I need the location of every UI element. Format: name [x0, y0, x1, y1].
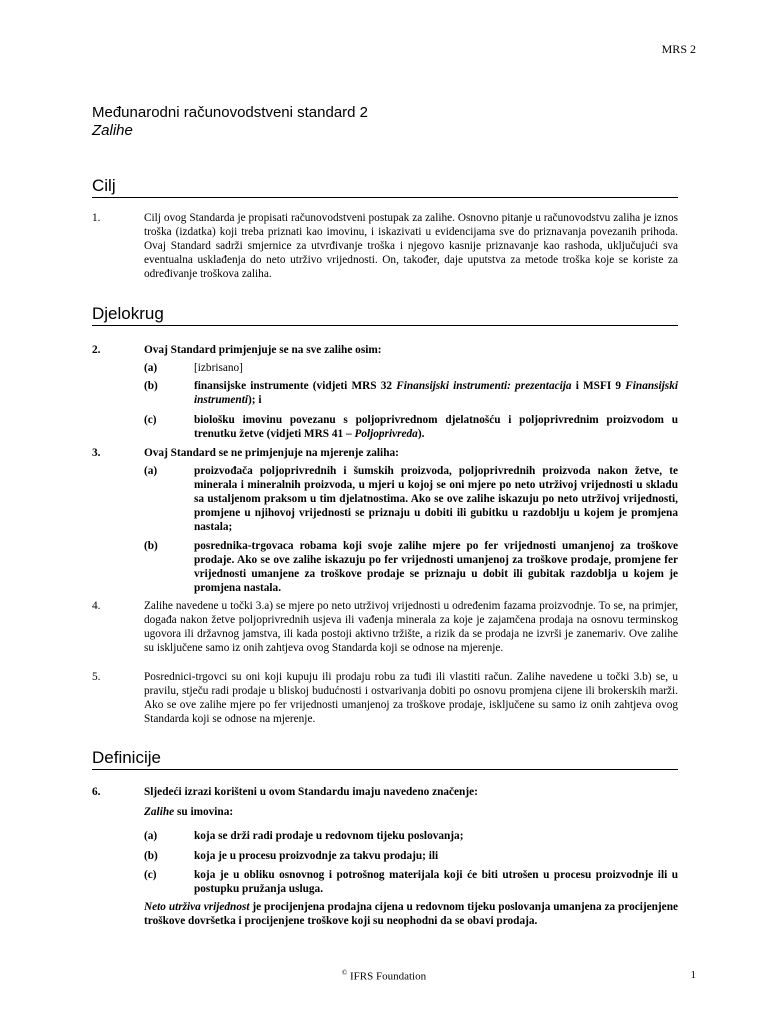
item-label: (a) — [144, 465, 158, 477]
list-item-2c — [144, 414, 678, 442]
section-heading-definicije: Definicije — [92, 748, 678, 770]
page-header-code: MRS 2 — [661, 42, 696, 56]
item-label: (a) — [144, 830, 158, 842]
paragraph-number: 5. — [92, 671, 101, 683]
item-label: (b) — [144, 540, 158, 552]
item-label: (b) — [144, 380, 158, 392]
paragraph-number: 3. — [92, 447, 101, 459]
definition-zalihe — [144, 806, 678, 820]
list-item-6b — [144, 850, 678, 864]
list-item-3b — [144, 540, 678, 596]
item-text: finansijske instrumente (vidjeti MRS 32 Finansijski instrumenti: prezentacija i MSFI 9 Finansijski instrumenti); i — [194, 380, 678, 406]
section-heading-djelokrug: Djelokrug — [92, 304, 678, 326]
paragraph-text: Posrednici-trgovci su oni koji kupuju ili prodaju robu za tuđi ili vlastiti račun. Zalihe navedene u točki 3.b) se, u pravilu, stječu radi prodaje u bliskoj budućnosti i ostvarivanja dobiti po osnovu promjena cijene ili brokerskih marži. Ako se ove zalihe mjere po fer vrijednosti umanjenoj za troškove prodaje, isključene su samo iz onih zahtjeva ovog Standarda koji se odnose na mjerenje. — [144, 671, 678, 725]
item-label: (b) — [144, 850, 158, 862]
paragraph-2 — [92, 344, 678, 358]
paragraph-4 — [92, 600, 678, 656]
title-main: Međunarodni računovodstveni standard 2 — [92, 104, 369, 121]
definition-neto-utrziva — [144, 901, 678, 929]
paragraph-3 — [92, 447, 678, 461]
paragraph-text: Sljedeći izrazi korišteni u ovom Standardu imaju navedeno značenje: — [144, 786, 478, 798]
page-number: 1 — [690, 969, 696, 981]
item-label: (c) — [144, 414, 157, 426]
item-label: (a) — [144, 362, 158, 374]
item-text: biološku imovinu povezanu s poljoprivrednom djelatnošću i poljoprivrednim proizvodom u trenutku žetve (vidjeti MRS 41 – Poljoprivreda). — [194, 414, 678, 440]
paragraph-text: Cilj ovog Standarda je propisati računovodstveni postupak za zalihe. Osnovno pitanje u računovodstvu zaliha je iznos troška (izdatka) koji treba priznati kao imovinu, i iskazivati u evidencijama sve do priznavanja povezanih prihoda. Ovaj Standard sadrži smjernice za utvrđivanje troška i njegovo kasnije priznavanje kao rashoda, uključujući sva eventualna usklađenja do neto utrživo vrijednosti. On, također, daje uputstva za metode troška koje se koriste za određivanje troškova zaliha. — [144, 212, 678, 280]
footer-copyright: © IFRS Foundation — [341, 969, 427, 983]
item-text: koja je u obliku osnovnog i potrošnog materijala koji će biti utrošen u procesu proizvodnje ili u postupku pružanja usluga. — [194, 869, 678, 895]
item-label: (c) — [144, 869, 157, 881]
item-text: koja se drži radi prodaje u redovnom tijeku poslovanja; — [194, 830, 464, 842]
document-title — [92, 104, 368, 140]
paragraph-5 — [92, 671, 678, 727]
definition-text: Neto utrživa vrijednost je procijenjena prodajna cijena u redovnom tijeku poslovanja umanjena za procijenjene troškove dovršetka i procijenjene troškove koji su neophodni da se obavi prodaja. — [144, 901, 678, 927]
paragraph-number: 4. — [92, 600, 101, 612]
list-item-2a — [144, 362, 678, 376]
paragraph-number: 1. — [92, 212, 101, 224]
paragraph-6 — [92, 786, 678, 800]
paragraph-1 — [92, 212, 678, 282]
title-sub: Zalihe — [92, 122, 133, 139]
section-heading-cilj: Cilj — [92, 176, 678, 198]
paragraph-text: Ovaj Standard primjenjuje se na sve zalihe osim: — [144, 344, 382, 356]
item-text: [izbrisano] — [194, 362, 243, 374]
item-text: koja je u procesu proizvodnje za takvu prodaju; ili — [194, 850, 439, 862]
list-item-6a — [144, 830, 678, 844]
paragraph-number: 6. — [92, 786, 101, 798]
item-text: posrednika-trgovaca robama koji svoje zalihe mjere po fer vrijednosti umanjenoj za troškove prodaje. Ako se ove zalihe iskazuju po fer vrijednosti umanjenoj za troškove prodaje, promjene fer vrijednosti umanjene za troškove prodaje se priznaju u dobit ili gubitak razdoblja u kojem je promjena nastala. — [194, 540, 678, 594]
definition-text: Zalihe su imovina: — [144, 806, 234, 818]
paragraph-text: Ovaj Standard se ne primjenjuje na mjerenje zaliha: — [144, 447, 399, 459]
list-item-2b — [144, 380, 678, 408]
paragraph-text: Zalihe navedene u točki 3.a) se mjere po neto utrživoj vrijednosti u određenim fazama proizvodnje. To se, na primjer, događa nakon žetve poljoprivrednih usjeva ili vađenja minerala za koje je zajamčena prodaja na osnovu terminskog ugovora ili državnog jamstva, ili kada postoji aktivno tržište, a rizik da se prodaja ne izvrši je zanemariv. Ove zalihe su isključene samo iz onih zahtjeva ovog Standarda koji se odnose na mjerenje. — [144, 600, 678, 654]
list-item-6c — [144, 869, 678, 897]
list-item-3a — [144, 465, 678, 535]
paragraph-number: 2. — [92, 344, 101, 356]
item-text: proizvođača poljoprivrednih i šumskih proizvoda, poljoprivrednih proizvoda nakon žetve, te minerala i mineralnih proizvoda, u mjeri u kojoj se oni mjere po neto utrživoj vrijednosti u skladu sa ustaljenom praksom u tim djelatnostima. Ako se ove zalihe iskazuju po neto utrživoj vrijednosti, promjene u njihovoj vrijednosti se priznaju u dobiti ili gubitku u razdoblju u kojem je promjena nastala; — [194, 465, 678, 533]
